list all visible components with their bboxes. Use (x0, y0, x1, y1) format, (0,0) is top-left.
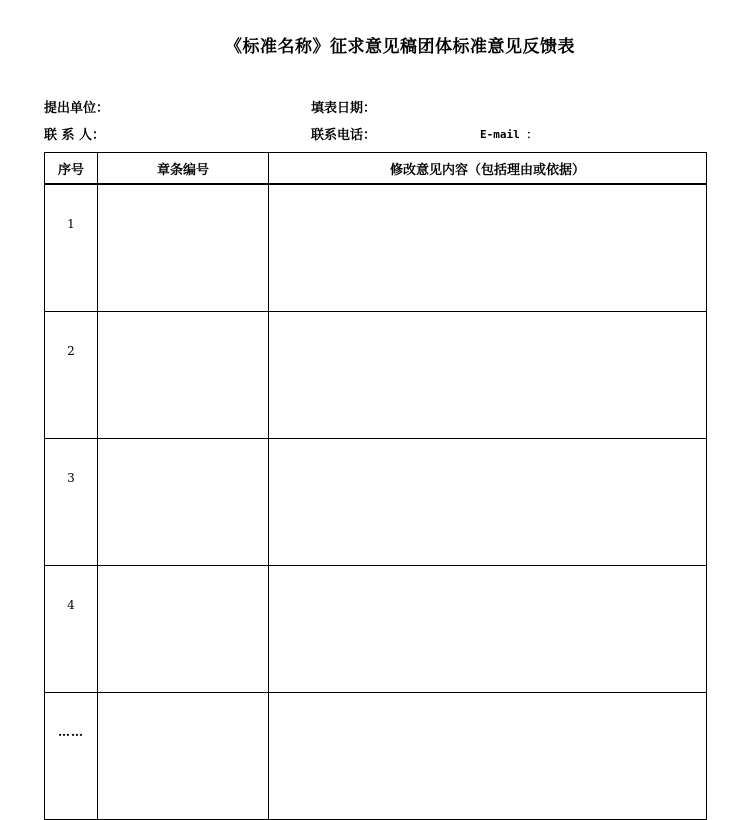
row-seq: 4 (45, 566, 98, 693)
table-row (45, 439, 707, 566)
header-clause-number: 章条编号 (98, 153, 269, 185)
row-clause-cell[interactable] (98, 693, 269, 820)
row-content-cell[interactable] (269, 312, 707, 439)
email-label: E-mail ： (480, 128, 538, 141)
submitting-unit-label: 提出单位： (44, 101, 110, 116)
form-title: 《标准名称》征求意见稿团体标准意见反馈表 (225, 37, 575, 57)
fill-date-label: 填表日期： (311, 101, 377, 116)
table-row (45, 693, 707, 820)
row-seq: …… (45, 693, 98, 820)
table-header-row (45, 153, 707, 185)
contact-person-label: 联 系 人： (44, 128, 106, 143)
row-content-cell[interactable] (269, 566, 707, 693)
row-clause-cell[interactable] (98, 312, 269, 439)
feedback-table (44, 152, 707, 820)
table-row (45, 312, 707, 439)
row-content-cell[interactable] (269, 693, 707, 820)
row-clause-cell[interactable] (98, 439, 269, 566)
row-seq: 2 (45, 312, 98, 439)
row-seq: 1 (45, 184, 98, 312)
table-row (45, 566, 707, 693)
header-comment-content: 修改意见内容（包括理由或依据） (269, 153, 707, 185)
row-content-cell[interactable] (269, 439, 707, 566)
row-clause-cell[interactable] (98, 184, 269, 312)
row-seq: 3 (45, 439, 98, 566)
row-clause-cell[interactable] (98, 566, 269, 693)
table-row (45, 184, 707, 312)
contact-phone-label: 联系电话： (311, 128, 377, 143)
row-content-cell[interactable] (269, 184, 707, 312)
header-seq: 序号 (45, 153, 98, 185)
